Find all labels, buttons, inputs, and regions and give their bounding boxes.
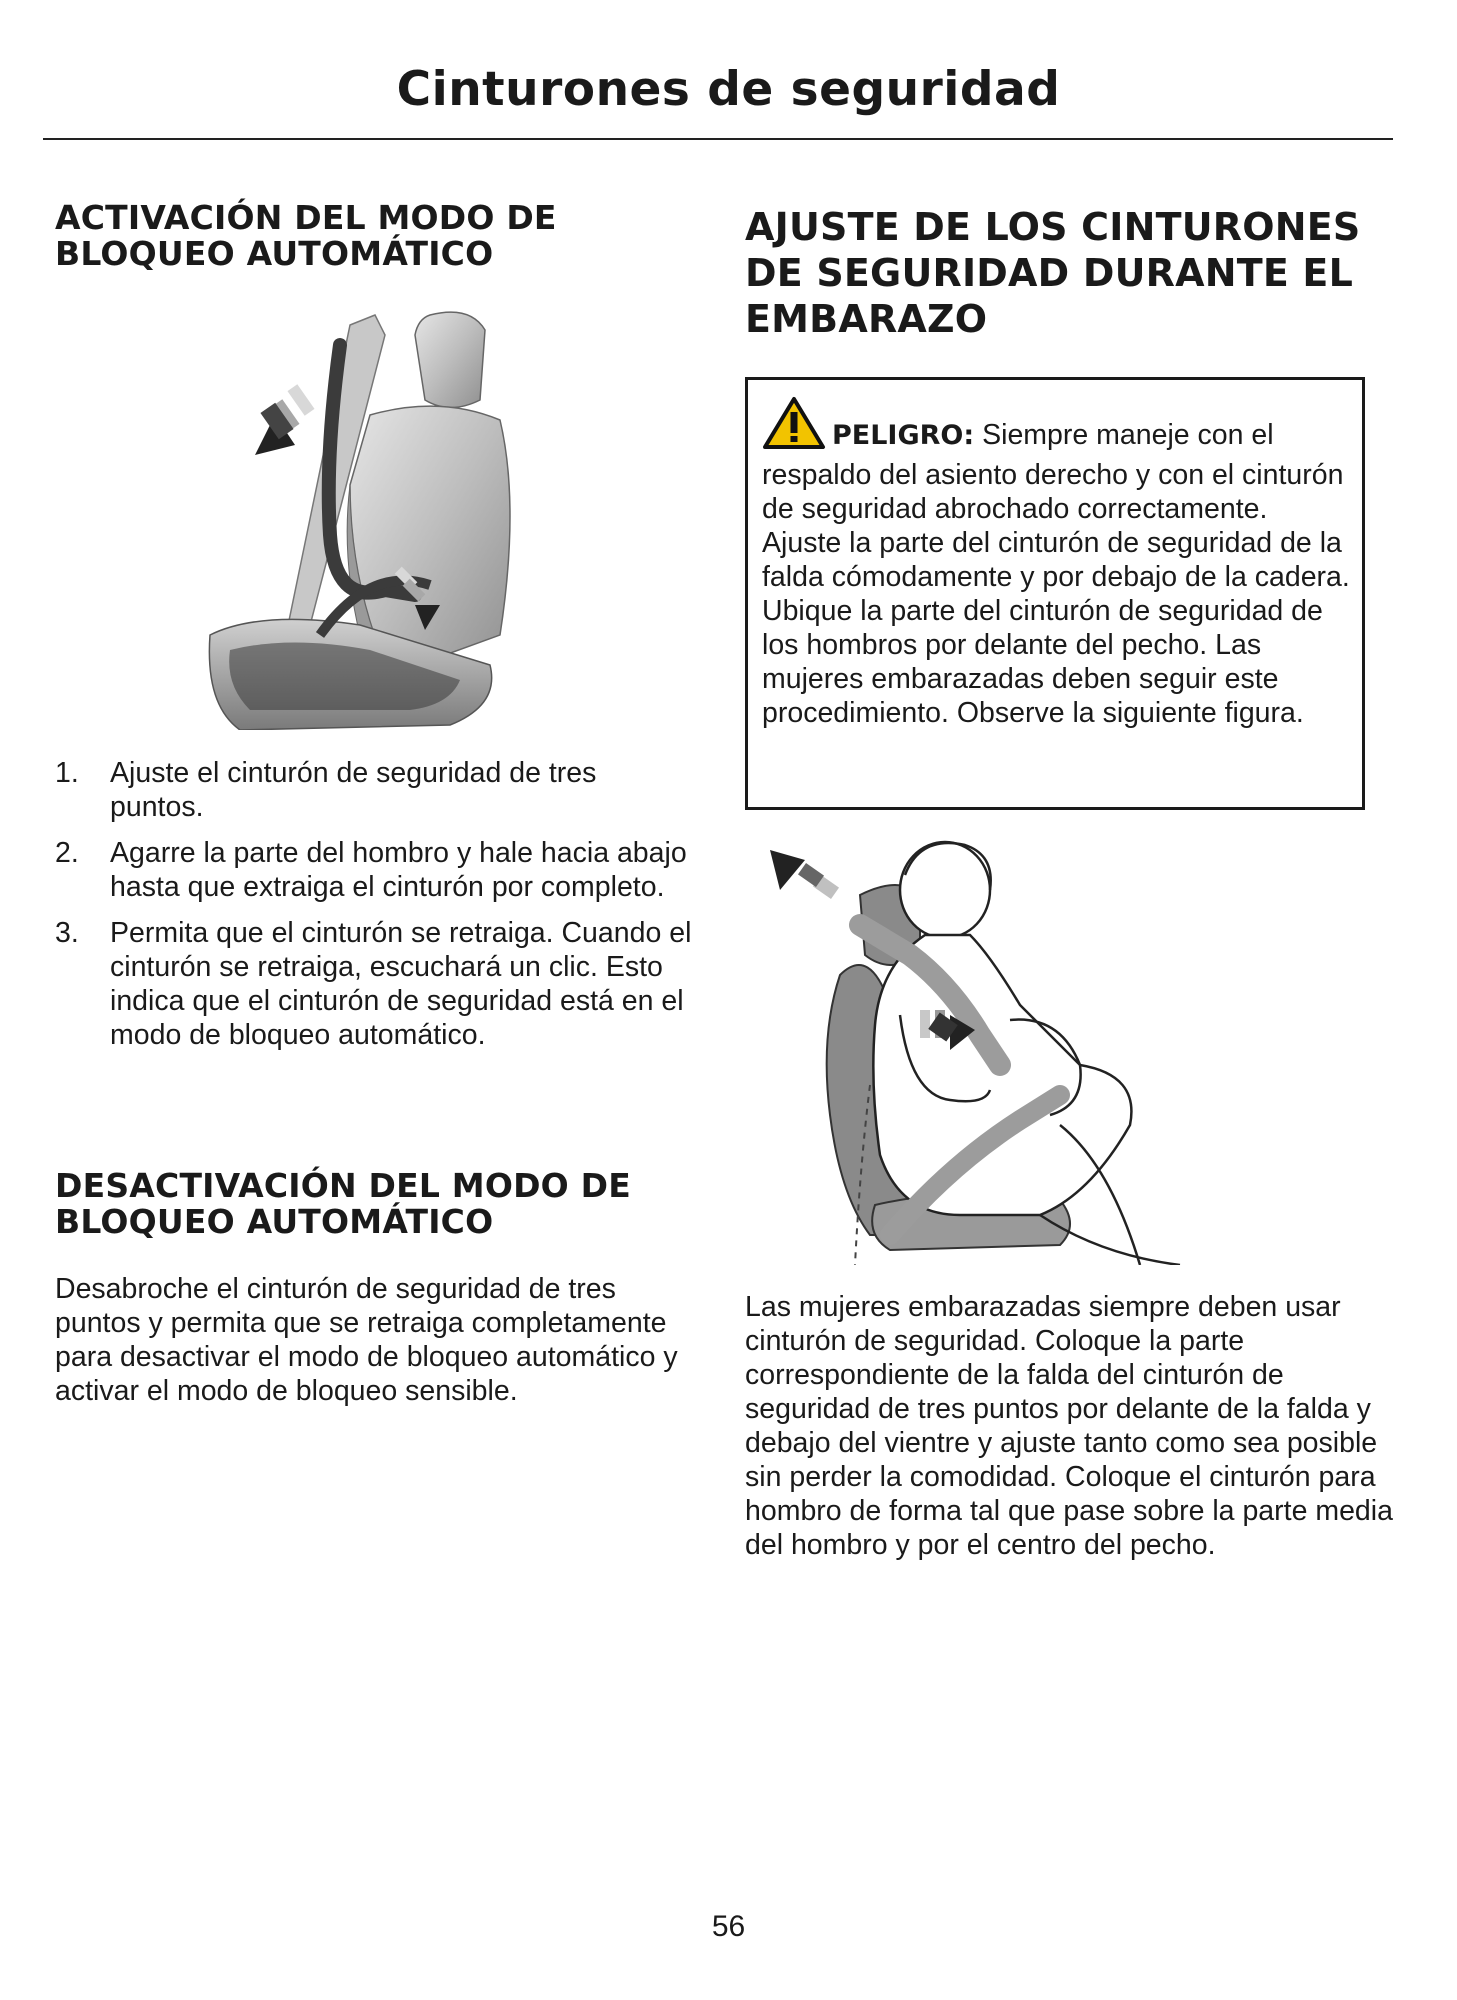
- deactivation-heading-line1: DESACTIVACIÓN DEL MODO DE: [55, 1166, 631, 1205]
- page-number: 56: [711, 1910, 746, 1943]
- deactivation-heading: [55, 1168, 695, 1240]
- pregnant-woman-seat-belt-illustration: [760, 835, 1210, 1265]
- warning-label: PELIGRO:: [832, 420, 975, 451]
- warning-content: [762, 396, 1350, 730]
- pregnancy-heading-line3: EMBARAZO: [745, 297, 988, 341]
- activation-steps: [55, 756, 695, 1064]
- activation-heading: [55, 200, 695, 272]
- deactivation-heading-line2: BLOQUEO AUTOMÁTICO: [55, 1202, 494, 1241]
- pregnancy-paragraph: Las mujeres embarazadas siempre deben usar cinturón de seguridad. Coloque la parte correspondiente de la falda del cinturón de seguridad de tres puntos por delante de la falda y debajo del vientre y ajuste tanto como sea posible sin perder la comodidad. Coloque el cinturón para hombro de forma tal que pase sobre la parte media del hombro y por el centro del pecho.: [745, 1291, 1393, 1561]
- step-item: [55, 836, 695, 904]
- step-text: Ajuste el cinturón de seguridad de tres puntos.: [110, 757, 597, 823]
- warning-triangle-icon: [762, 396, 826, 458]
- pull-down-arrow-icon: [255, 384, 315, 455]
- pregnancy-heading: [745, 204, 1385, 342]
- step-number: 1.: [55, 757, 79, 789]
- pregnancy-heading-line1: AJUSTE DE LOS CINTURONES: [745, 205, 1361, 249]
- title-divider: [43, 138, 1393, 140]
- warning-box: [745, 377, 1365, 810]
- pregnancy-heading-line2: DE SEGURIDAD DURANTE EL: [745, 251, 1353, 295]
- step-text: Agarre la parte del hombro y hale hacia abajo hasta que extraiga el cinturón por completo.: [110, 837, 687, 903]
- shoulder-belt-arrow-icon: [770, 850, 839, 899]
- step-item: [55, 916, 695, 1052]
- step-number: 2.: [55, 837, 79, 869]
- step-number: 3.: [55, 917, 79, 949]
- page-title: Cinturones de seguridad: [396, 62, 1061, 117]
- activation-heading-line1: ACTIVACIÓN DEL MODO DE: [55, 198, 557, 237]
- warning-text: Siempre maneje con el respaldo del asiento derecho y con el cinturón de seguridad abrochado correctamente. Ajuste la parte del cinturón de seguridad de la falda cómodamente y por debajo de la cadera. Ubique la parte del cinturón de seguridad de los hombros por delante del pecho. Las mujeres embarazadas deben seguir este procedimiento. Observe la siguiente figura.: [762, 419, 1350, 729]
- seat-belt-seat-illustration: [200, 305, 550, 730]
- step-text: Permita que el cinturón se retraiga. Cuando el cinturón se retraiga, escuchará un clic. Esto indica que el cinturón de seguridad está en el modo de bloqueo automático.: [110, 917, 692, 1051]
- step-item: [55, 756, 695, 824]
- activation-heading-line2: BLOQUEO AUTOMÁTICO: [55, 234, 494, 273]
- deactivation-paragraph: Desabroche el cinturón de seguridad de tres puntos y permita que se retraiga completamente para desactivar el modo de bloqueo automático y activar el modo de bloqueo sensible.: [55, 1273, 678, 1407]
